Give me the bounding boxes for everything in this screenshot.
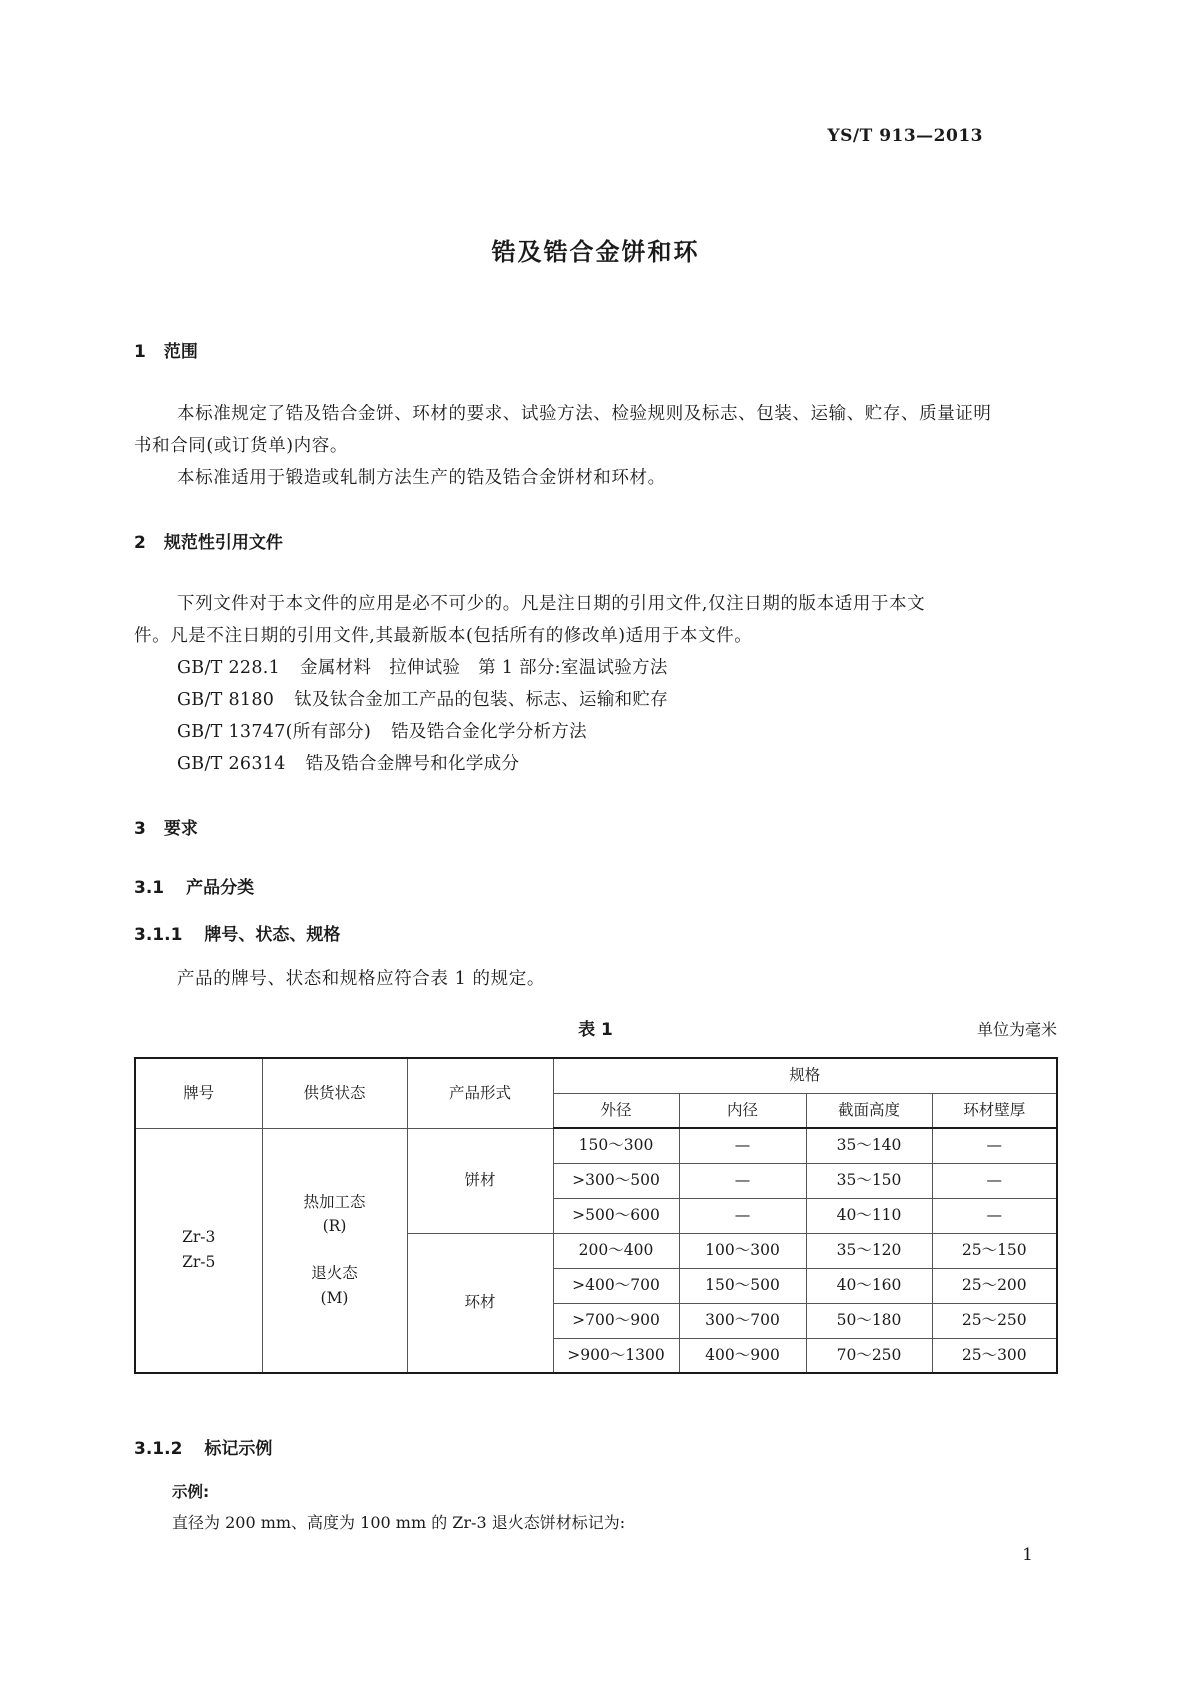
grade: Zr-3 — [182, 1228, 216, 1247]
section-3-1-2-number: 3.1.2 — [134, 1439, 183, 1459]
section-2-number: 2 — [134, 533, 146, 553]
state-code: (M) — [320, 1289, 349, 1308]
header-form: 产品形式 — [407, 1058, 553, 1128]
reference-item — [177, 750, 519, 775]
reference-code: GB/T 13747(所有部分) — [177, 722, 372, 742]
cell-section-height: 70～250 — [806, 1338, 932, 1373]
header-grade: 牌号 — [135, 1058, 262, 1128]
state-cell — [262, 1128, 407, 1373]
header-wall-thickness: 环材壁厚 — [932, 1093, 1057, 1128]
section-3-number: 3 — [134, 819, 146, 839]
reference-item — [177, 718, 587, 743]
cell-section-height: 35～140 — [806, 1128, 932, 1163]
state-name: 热加工态 — [303, 1192, 366, 1211]
cell-section-height: 35～120 — [806, 1233, 932, 1268]
section-3-1-1-heading — [134, 920, 340, 945]
cell-section-height: 40～110 — [806, 1198, 932, 1233]
section-3-1-2-title: 标记示例 — [204, 1439, 273, 1459]
cell-outer-diameter: >900～1300 — [553, 1338, 679, 1373]
section-3-title: 要求 — [163, 819, 198, 839]
cell-section-height: 35～150 — [806, 1163, 932, 1198]
specification-table — [134, 1057, 1058, 1374]
section-3-1-heading — [134, 873, 254, 898]
cell-outer-diameter: >500～600 — [553, 1198, 679, 1233]
header-section-height: 截面高度 — [806, 1093, 932, 1128]
cell-inner-diameter: 300～700 — [679, 1303, 806, 1338]
page-number: 1 — [1022, 1545, 1033, 1565]
section-3-1-number: 3.1 — [134, 878, 165, 898]
section-1-title: 范围 — [163, 342, 198, 362]
cell-wall-thickness: — — [932, 1198, 1057, 1233]
cell-wall-thickness: 25～150 — [932, 1233, 1057, 1268]
section-3-heading — [134, 814, 198, 839]
cell-inner-diameter: 150～500 — [679, 1268, 806, 1303]
table-row — [135, 1128, 1057, 1163]
section-1-heading — [134, 337, 198, 362]
reference-code: GB/T 26314 — [177, 754, 286, 774]
cell-section-height: 50～180 — [806, 1303, 932, 1338]
example-text: 直径为 200 mm、高度为 100 mm 的 Zr-3 退火态饼材标记为: — [172, 1513, 626, 1532]
state-code: (R) — [322, 1217, 347, 1236]
reference-name: 钛及钛合金加工产品的包装、标志、运输和贮存 — [294, 690, 669, 710]
cell-wall-thickness: 25～300 — [932, 1338, 1057, 1373]
example-label: 示例: — [172, 1483, 210, 1501]
table-unit: 单位为毫米 — [976, 1020, 1057, 1039]
section-3-1-2-heading — [134, 1434, 272, 1459]
reference-item — [177, 654, 668, 679]
section-3-1-1-para: 产品的牌号、状态和规格应符合表 1 的规定。 — [177, 969, 545, 989]
reference-code: GB/T 8180 — [177, 690, 275, 710]
section-1-para-2: 本标准适用于锻造或轧制方法生产的锆及锆合金饼材和环材。 — [177, 468, 666, 488]
section-3-1-1-number: 3.1.1 — [134, 925, 183, 945]
cell-inner-diameter: 400～900 — [679, 1338, 806, 1373]
document-title: 锆及锆合金饼和环 — [491, 237, 700, 266]
cell-outer-diameter: >700～900 — [553, 1303, 679, 1338]
cell-inner-diameter: — — [679, 1128, 806, 1163]
section-3-1-1-title: 牌号、状态、规格 — [204, 925, 341, 945]
header-state: 供货状态 — [262, 1058, 407, 1128]
grade: Zr-5 — [182, 1253, 216, 1272]
reference-code: GB/T 228.1 — [177, 658, 281, 678]
cell-outer-diameter: >300～500 — [553, 1163, 679, 1198]
cell-section-height: 40～160 — [806, 1268, 932, 1303]
cell-wall-thickness: — — [932, 1128, 1057, 1163]
state-name: 退火态 — [311, 1264, 358, 1283]
cell-outer-diameter: 200～400 — [553, 1233, 679, 1268]
header-spec: 规格 — [553, 1058, 1057, 1093]
section-1-number: 1 — [134, 342, 146, 362]
grade-cell — [135, 1128, 262, 1373]
reference-item — [177, 686, 668, 711]
standard-code: YS/T 913—2013 — [827, 126, 983, 146]
section-3-1-title: 产品分类 — [186, 878, 255, 898]
cell-inner-diameter: — — [679, 1198, 806, 1233]
section-1-para-1-line-1: 本标准规定了锆及锆合金饼、环材的要求、试验方法、检验规则及标志、包装、运输、贮存、质量证明 — [177, 404, 992, 424]
section-1-para-1-line-2: 书和合同(或订货单)内容。 — [134, 436, 348, 456]
cell-outer-diameter: >400～700 — [553, 1268, 679, 1303]
cell-wall-thickness: 25～250 — [932, 1303, 1057, 1338]
reference-name: 锆及锆合金化学分析方法 — [391, 722, 587, 742]
section-2-heading — [134, 528, 283, 553]
cell-outer-diameter: 150～300 — [553, 1128, 679, 1163]
form-cell: 环材 — [407, 1233, 553, 1373]
cell-inner-diameter: 100～300 — [679, 1233, 806, 1268]
table-caption: 表 1 — [578, 1020, 613, 1040]
cell-inner-diameter: — — [679, 1163, 806, 1198]
reference-name: 金属材料 拉伸试验 第 1 部分:室温试验方法 — [300, 658, 668, 678]
section-2-title: 规范性引用文件 — [163, 533, 283, 553]
section-2-para-1-line-2: 件。凡是不注日期的引用文件,其最新版本(包括所有的修改单)适用于本文件。 — [134, 626, 753, 646]
cell-wall-thickness: — — [932, 1163, 1057, 1198]
cell-wall-thickness: 25～200 — [932, 1268, 1057, 1303]
form-cell: 饼材 — [407, 1128, 553, 1233]
header-outer-diameter: 外径 — [553, 1093, 679, 1128]
header-inner-diameter: 内径 — [679, 1093, 806, 1128]
section-2-para-1-line-1: 下列文件对于本文件的应用是必不可少的。凡是注日期的引用文件,仅注日期的版本适用于本文 — [177, 594, 926, 614]
reference-name: 锆及锆合金牌号和化学成分 — [305, 754, 520, 774]
